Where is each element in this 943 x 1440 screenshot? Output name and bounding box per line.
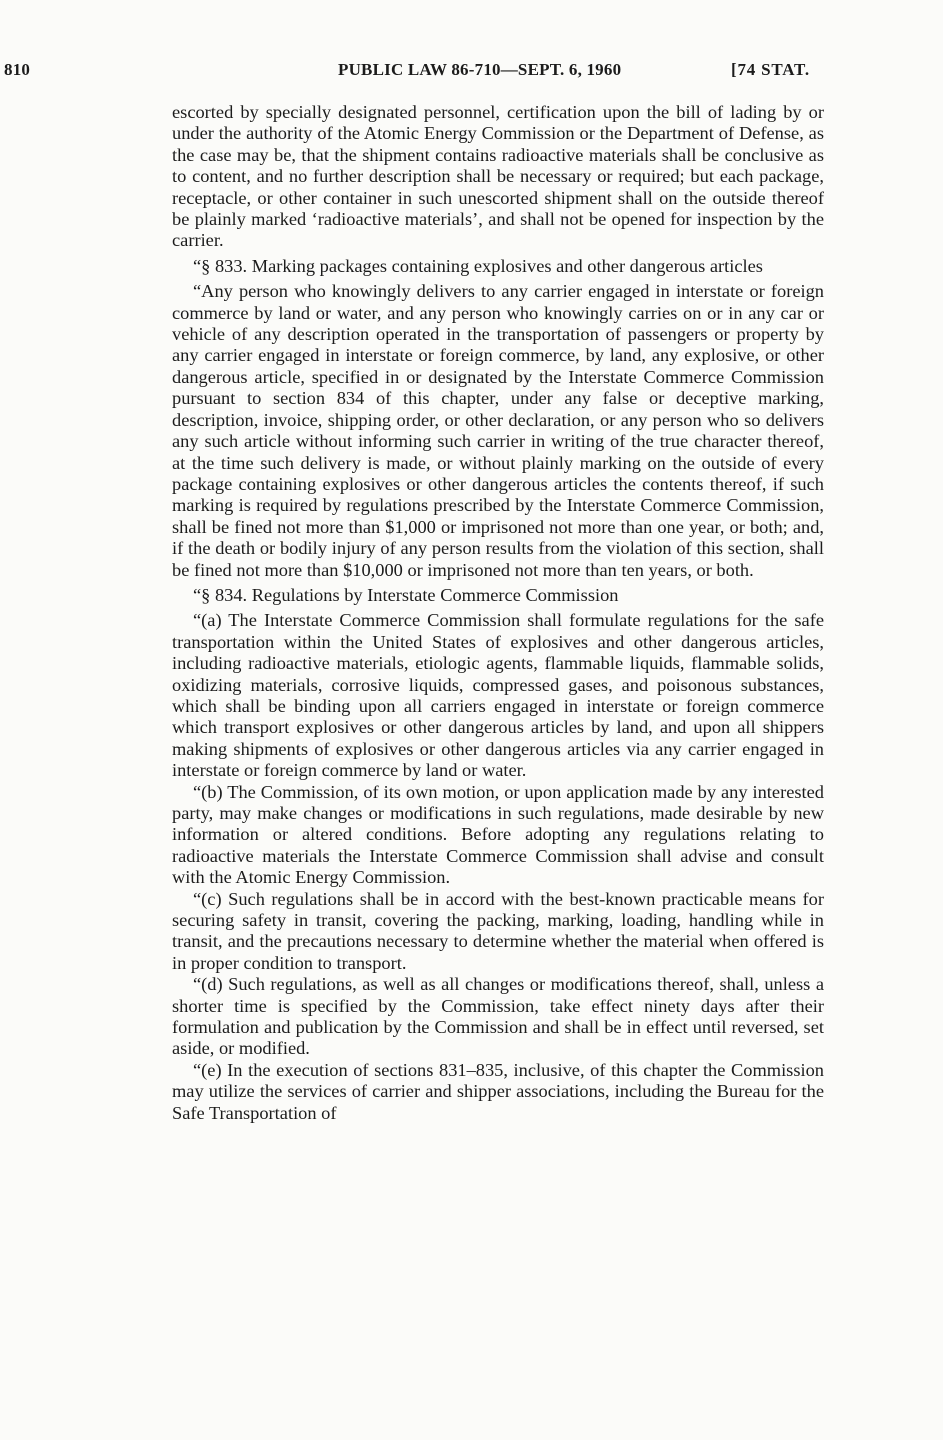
section-834-subsection-a: “(a) The Interstate Commerce Commission shall formulate regulations for the safe transportation within the United States of explosives and other dangerous articles, including radioactive materials, etiologic agents, flammable liquids, flammable solids, oxidizing materials, corrosive liquids, compressed gases, and poisonous substances, which shall be binding upon all carriers engaged in interstate or foreign commerce which transport explosives or other dangerous articles by land, and upon all shippers making shipments of explosives or other dangerous articles via any carrier engaged in interstate or foreign commerce by land or water. bbox=[172, 610, 824, 781]
statute-volume-reference: [74 STAT. bbox=[731, 60, 810, 79]
page-header bbox=[0, 60, 943, 90]
section-833-heading: “§ 833. Marking packages containing explosives and other dangerous articles bbox=[193, 255, 763, 276]
running-title: PUBLIC LAW 86-710—SEPT. 6, 1960 bbox=[338, 60, 622, 79]
body-text bbox=[172, 102, 824, 1124]
section-834-subsection-d: “(d) Such regulations, as well as all changes or modifications thereof, shall, unless a shorter time is specified by the Commission, take effect ninety days after their formulation and publication by the Commission and shall be in effect until reversed, set aside, or modified. bbox=[172, 974, 824, 1059]
continuation-paragraph: escorted by specially designated personnel, certification upon the bill of lading by or under the authority of the Atomic Energy Commission or the Department of Defense, as the case may be, that the shipment contains radioactive materials shall be conclusive as to content, and no further description shall be necessary or required; but each package, receptacle, or other container in such unescorted shipment shall on the outside thereof be plainly marked ‘radioactive materials’, and shall not be opened for inspection by the carrier. bbox=[172, 102, 824, 251]
section-834-heading: “§ 834. Regulations by Interstate Commerce Commission bbox=[193, 584, 619, 605]
page-number: 810 bbox=[4, 60, 31, 79]
section-834-subsection-c: “(c) Such regulations shall be in accord with the best-known practicable means for securing safety in transit, covering the packing, marking, loading, handling while in transit, and the precautions necessary to determine whether the material when offered is in proper condition to transport. bbox=[172, 888, 824, 973]
section-834-subsection-b: “(b) The Commission, of its own motion, or upon application made by any interested party, may make changes or modifications in such regulations, made desirable by new information or altered conditions. Before adopting any regulations relating to radioactive materials the Interstate Commerce Commission shall advise and consult with the Atomic Energy Commission. bbox=[172, 781, 824, 888]
section-834-subsection-e: “(e) In the execution of sections 831–835, inclusive, of this chapter the Commission may utilize the services of carrier and shipper associations, including the Bureau for the Safe Transportation of bbox=[172, 1059, 824, 1123]
section-833-paragraph: “Any person who knowingly delivers to any carrier engaged in interstate or foreign commerce by land or water, and any person who knowingly carries on or in any car or vehicle of any description operated in the transportation of passengers or property by any carrier engaged in interstate or foreign commerce, by land, any explosive, or other dangerous article, specified in or designated by the Interstate Commerce Commission pursuant to section 834 of this chapter, under any false or deceptive marking, description, invoice, shipping order, or other declaration, or any person who so delivers any such article without informing such carrier in writing of the true character thereof, at the time such delivery is made, or without plainly marking on the outside of every package containing explosives or other dangerous articles the contents thereof, if such marking is required by regulations prescribed by the Interstate Commerce Commission, shall be fined not more than $1,000 or imprisoned not more than one year, or both; and, if the death or bodily injury of any person results from the violation of this section, shall be fined not more than $10,000 or imprisoned not more than ten years, or both. bbox=[172, 281, 824, 580]
